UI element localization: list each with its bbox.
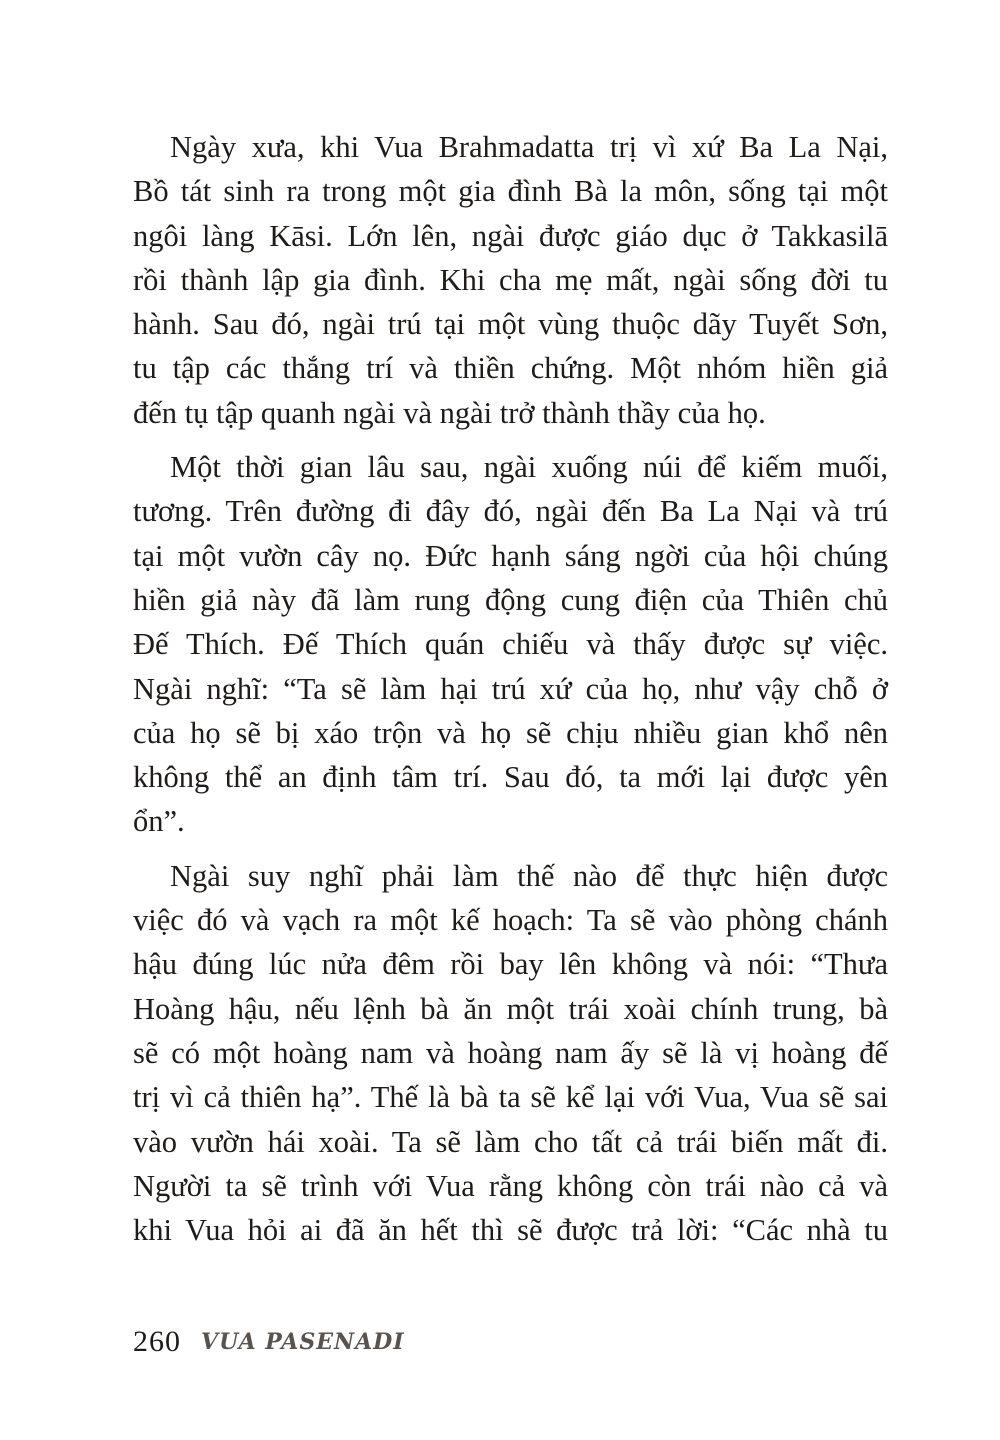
text-line: vào vườn hái xoài. Ta sẽ làm cho tất cả trái biến mất đi.: [133, 1124, 888, 1159]
text-line: việc đó và vạch ra một kế hoạch: Ta sẽ vào phòng chánh: [133, 903, 888, 938]
running-head-title: VUA PASENADI: [201, 1329, 405, 1355]
page-footer: [133, 1322, 405, 1362]
text-line: ngôi làng Kāsi. Lớn lên, ngài được giáo dục ở Takkasilā: [133, 218, 888, 253]
text-line: Hoàng hậu, nếu lệnh bà ăn một trái xoài chính trung, bà: [133, 991, 888, 1026]
text-line: hành. Sau đó, ngài trú tại một vùng thuộc dãy Tuyết Sơn,: [133, 307, 888, 342]
text-line: Ngài nghĩ: “Ta sẽ làm hại trú xứ của họ, như vậy chỗ ở: [133, 671, 888, 706]
body-text: [133, 125, 888, 1262]
text-line: hậu đúng lúc nửa đêm rồi bay lên không và nói: “Thưa: [133, 947, 888, 982]
text-line: sẽ có một hoàng nam và hoàng nam ấy sẽ là vị hoàng đế: [133, 1035, 888, 1070]
text-line: Ngày xưa, khi Vua Brahmadatta trị vì xứ Ba La Nại,: [170, 130, 888, 164]
paragraph-3: [133, 854, 888, 1253]
text-line: đến tụ tập quanh ngài và ngài trở thành thầy của họ.: [133, 395, 766, 430]
text-line: tại một vườn cây nọ. Đức hạnh sáng ngời của hội chúng: [133, 538, 888, 573]
text-line: khi Vua hỏi ai đã ăn hết thì sẽ được trả lời: “Các nhà tu: [133, 1213, 888, 1248]
text-line: không thể an định tâm trí. Sau đó, ta mới lại được yên: [133, 760, 888, 795]
page-number: 260: [133, 1325, 181, 1358]
paragraph-1: [133, 125, 888, 435]
text-line: Một thời gian lâu sau, ngài xuống núi để kiếm muối,: [170, 450, 888, 485]
text-line: tu tập các thắng trí và thiền chứng. Một nhóm hiền giả: [133, 351, 888, 386]
text-line: ổn”.: [133, 804, 185, 839]
text-line: hiền giả này đã làm rung động cung điện của Thiên chủ: [133, 582, 888, 617]
text-line: Bồ tát sinh ra trong một gia đình Bà la môn, sống tại một: [133, 174, 888, 209]
text-line: Đế Thích. Đế Thích quán chiếu và thấy được sự việc.: [133, 627, 888, 662]
paragraph-2: [133, 445, 888, 844]
text-line: tương. Trên đường đi đây đó, ngài đến Ba La Nại và trú: [133, 494, 888, 529]
text-line: Người ta sẽ trình với Vua rằng không còn trái nào cả và: [133, 1168, 888, 1203]
text-line: trị vì cả thiên hạ”. Thế là bà ta sẽ kể lại với Vua, Vua sẽ sai: [133, 1080, 888, 1115]
text-line: của họ sẽ bị xáo trộn và họ sẽ chịu nhiều gian khổ nên: [133, 715, 888, 750]
text-line: Ngài suy nghĩ phải làm thế nào để thực hiện được: [170, 858, 888, 893]
text-line: rồi thành lập gia đình. Khi cha mẹ mất, ngài sống đời tu: [133, 262, 888, 297]
